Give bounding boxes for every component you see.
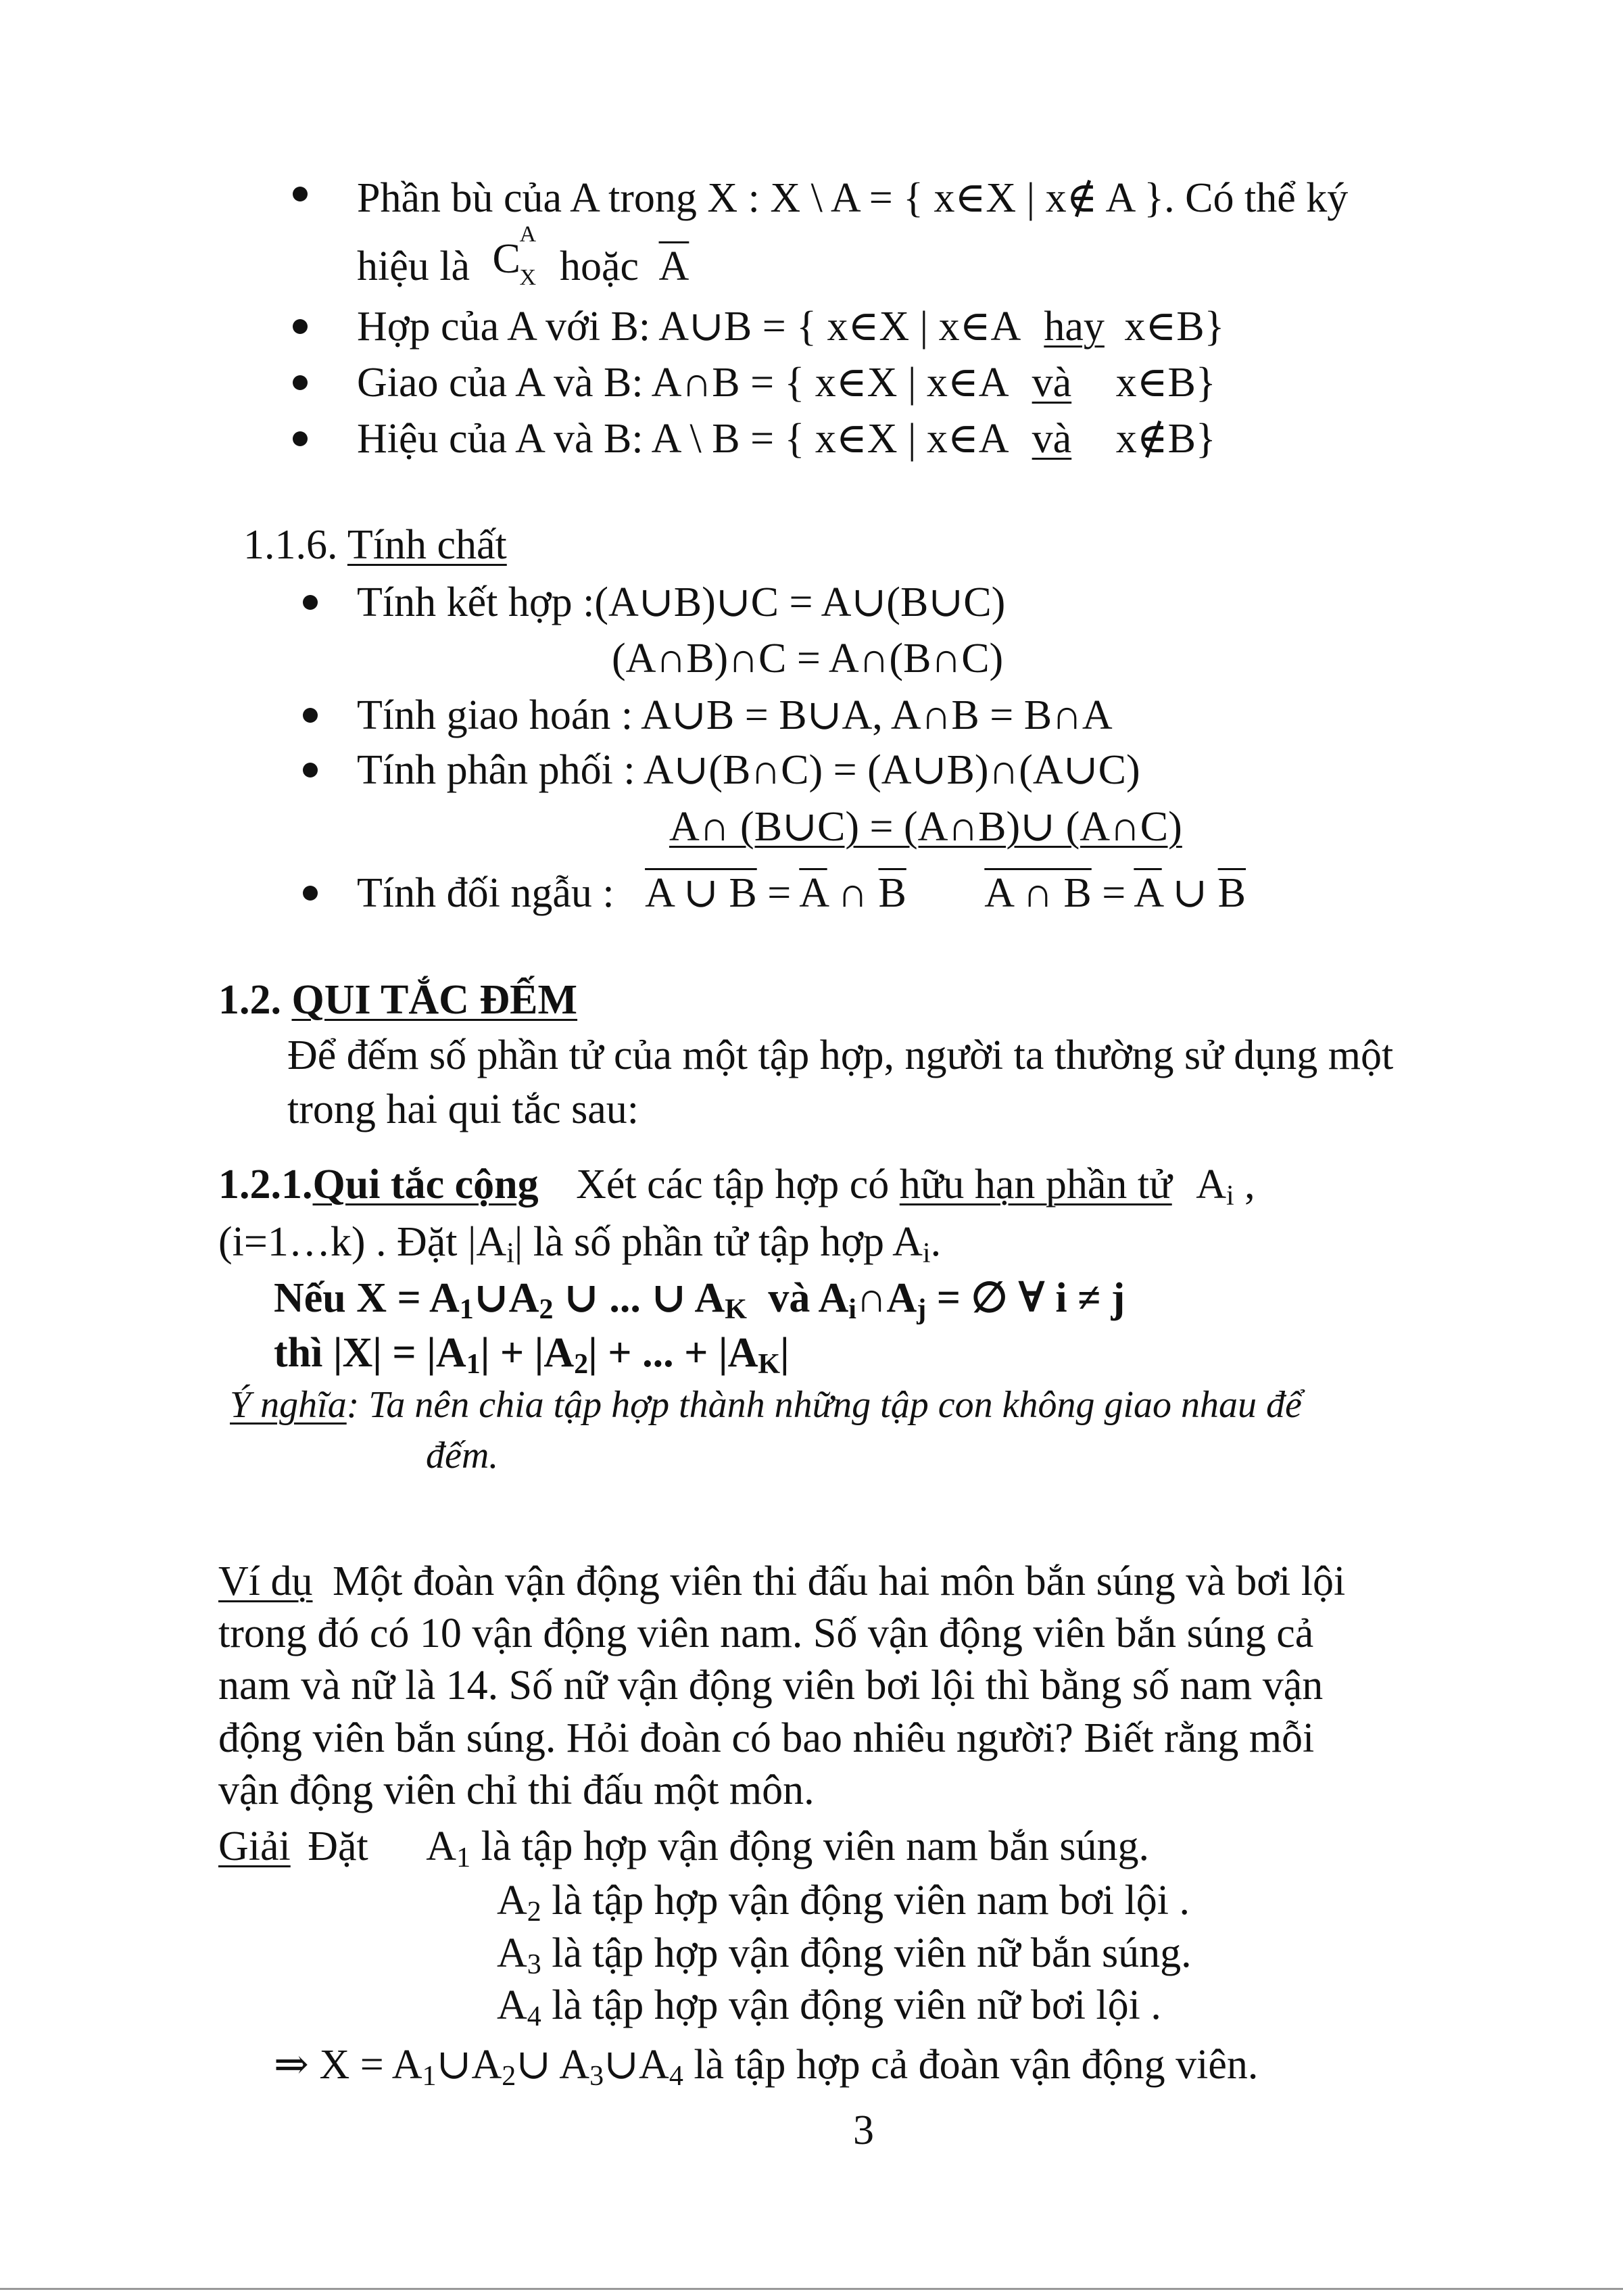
section-title: QUI TẮC ĐẾM <box>291 977 578 1023</box>
then-part: | <box>780 1330 790 1376</box>
bullet <box>303 763 318 778</box>
bullet <box>293 319 308 334</box>
then-part: thì |X| = |A <box>274 1330 466 1376</box>
set-a1-text: là tập hợp vận động viên nam bắn súng. <box>470 1823 1149 1869</box>
section-12-intro-1: Để đếm số phần tử của một tập hợp, người ta thường sử dụng một <box>287 1032 1394 1078</box>
example-line-2: trong đó có 10 vận động viên nam. Số vận động viên bắn súng cả <box>218 1610 1314 1656</box>
meaning-line-1 <box>230 1386 1302 1424</box>
conclusion-sub: 3 <box>589 2061 604 2092</box>
section-12-heading <box>218 979 577 1021</box>
complement-bar-a: $\overline{A}$ <box>658 243 689 289</box>
conclusion-part: ∪A <box>436 2042 502 2088</box>
demorgan-2-eq: = <box>1102 870 1126 916</box>
demorgan-2-a: $\overline{A}$ <box>1134 870 1162 916</box>
conclusion-part: ∪A <box>604 2042 669 2088</box>
meaning-text: : Ta nên chia tập hợp thành những tập con không giao nhau để <box>346 1384 1302 1426</box>
conclusion-sub: 2 <box>502 2061 516 2092</box>
set-a4-sub: 4 <box>527 2001 541 2032</box>
complement-text: Phần bù của A trong X : X \ A = { x∈X | x∉ A }. Có thể ký <box>357 175 1349 221</box>
rule-text-3: | là số phần tử tập hợp A <box>514 1219 923 1265</box>
set-a1: A <box>426 1823 457 1869</box>
conclusion-part: là tập hợp cả đoàn vận động viên. <box>683 2042 1259 2088</box>
example-line-1 <box>218 1560 1345 1602</box>
intersection-keyword: và <box>1032 360 1072 406</box>
difference-text: Hiệu của A và B: A \ B = { x∈X | x∈A <box>357 416 1007 462</box>
then-sub: 1 <box>466 1349 481 1380</box>
section-number: 1.2.1. <box>218 1162 313 1207</box>
set-a4: A <box>497 1982 527 2028</box>
union-keyword: hay <box>1044 304 1105 350</box>
bullet <box>303 595 318 610</box>
set-a3: A <box>497 1930 527 1976</box>
solution-line-2 <box>497 1878 1190 1928</box>
set-a3-sub: 3 <box>527 1949 541 1980</box>
demorgan-2-lhs: A ∩ B <box>984 870 1092 916</box>
bullet <box>303 886 318 901</box>
difference-line <box>357 418 1216 460</box>
union-line <box>357 306 1224 348</box>
section-title: Tính chất <box>347 522 507 568</box>
conclusion-part: ⇒ X = A <box>274 2042 422 2088</box>
conclusion-sub: 4 <box>669 2061 683 2092</box>
example-text: Một đoàn vận động viên thi đấu hai môn bắn súng và bơi lội <box>333 1558 1346 1604</box>
if-part: Nếu X = A <box>274 1275 460 1321</box>
if-sub: 1 <box>459 1294 474 1325</box>
page-number: 3 <box>853 2107 874 2153</box>
solution-conclusion <box>274 2042 1259 2092</box>
distributive-line-1: Tính phân phối : A∪(B∩C) = (A∪B)∩(A∪C) <box>357 747 1140 793</box>
then-part: | + |A <box>480 1330 575 1376</box>
associative-line-1: Tính kết hợp :(A∪B)∪C = A∪(B∪C) <box>357 579 1006 625</box>
rule-if-line <box>274 1275 1125 1325</box>
meaning-label: Ý nghĩa <box>230 1384 347 1426</box>
if-sub: 2 <box>539 1294 554 1325</box>
rule-text-2: (i=1…k) . Đặt |A <box>218 1219 507 1265</box>
bullet <box>293 187 308 201</box>
rule-ai-sub: i <box>1226 1180 1234 1212</box>
complement-text-2: hiệu là <box>357 243 470 289</box>
section-116-heading <box>243 524 507 566</box>
solution-dat: Đặt <box>308 1823 368 1869</box>
complement-line-2 <box>357 222 689 290</box>
if-sub: K <box>725 1294 747 1325</box>
complement-c-sub: X <box>519 265 537 290</box>
rule-comma: , <box>1244 1162 1255 1207</box>
section-121-line-1 <box>218 1162 1255 1212</box>
if-part: và A <box>768 1275 849 1321</box>
complement-c: C <box>492 236 520 282</box>
example-line-3: nam và nữ là 14. Số nữ vận động viên bơi lội thì bằng số nam vận <box>218 1663 1324 1708</box>
difference-text-end: x∉B} <box>1115 416 1216 462</box>
then-sub: K <box>758 1349 781 1380</box>
associative-line-2: (A∩B)∩C = A∩(B∩C) <box>612 636 1004 681</box>
bullet <box>293 375 308 390</box>
set-a2: A <box>497 1878 527 1923</box>
demorgan-2-b: $\overline{B}$ <box>1217 870 1246 916</box>
solution-line-1 <box>218 1823 1149 1873</box>
complement-symbol <box>492 222 537 290</box>
set-a1-sub: 1 <box>456 1842 471 1873</box>
if-part: ∪ ... ∪ A <box>563 1275 725 1321</box>
commutative-line: Tính giao hoán : A∪B = B∪A, A∩B = B∩A <box>357 692 1113 738</box>
set-a3-text: là tập hợp vận động viên nữ bắn súng. <box>541 1930 1192 1976</box>
intersection-text: Giao của A và B: A∩B = { x∈X | x∈A <box>357 360 1007 406</box>
meaning-line-2: đếm. <box>426 1435 499 1477</box>
solution-line-3 <box>497 1930 1192 1980</box>
rule-sub-2: i <box>922 1238 931 1269</box>
demorgan-1-a: $\overline{A}$ <box>799 870 827 916</box>
rule-sub: i <box>506 1238 514 1269</box>
section-12-intro-2: trong hai qui tắc sau: <box>287 1086 639 1132</box>
page-bottom-edge <box>0 2288 1623 2290</box>
if-part: ∪A <box>473 1275 539 1321</box>
example-line-4: động viên bắn súng. Hỏi đoàn có bao nhiêu người? Biết rằng mỗi <box>218 1715 1315 1761</box>
demorgan-label: Tính đối ngẫu : <box>357 870 614 916</box>
intersection-line <box>357 362 1216 404</box>
bullet <box>293 431 308 446</box>
intersection-text-end: x∈B} <box>1115 360 1216 406</box>
demorgan-1-lhs: A ∪ B <box>645 870 757 916</box>
demorgan-line <box>357 872 1246 914</box>
section-number: 1.2. <box>218 977 281 1023</box>
conclusion-part: ∪ A <box>516 2042 590 2088</box>
rule-underlined: hữu hạn phần tử <box>899 1162 1172 1207</box>
if-part: ∩A <box>856 1275 917 1321</box>
section-121-line-2 <box>218 1219 942 1269</box>
difference-keyword: và <box>1032 416 1072 462</box>
set-a2-text: là tập hợp vận động viên nam bơi lội . <box>541 1878 1190 1923</box>
rule-then-line <box>274 1330 790 1380</box>
demorgan-1-eq: = <box>767 870 792 916</box>
bullet <box>303 708 318 723</box>
complement-or: hoặc <box>560 243 639 289</box>
complement-c-sup: A <box>519 222 537 247</box>
rule-text: Xét các tập hợp có <box>576 1162 890 1207</box>
rule-ai: A <box>1196 1162 1226 1207</box>
demorgan-1-op: ∩ <box>838 870 868 916</box>
set-a2-sub: 2 <box>527 1896 541 1928</box>
then-sub: 2 <box>574 1349 589 1380</box>
union-text-end: x∈B} <box>1124 304 1225 350</box>
if-part: = ∅ ∀ i ≠ j <box>936 1275 1125 1321</box>
solution-line-4 <box>497 1982 1161 2032</box>
then-part: | + ... + |A <box>588 1330 758 1376</box>
example-label: Ví dụ <box>218 1558 313 1604</box>
section-title: Qui tắc cộng <box>312 1162 539 1207</box>
section-number: 1.1.6. <box>243 522 338 568</box>
conclusion-sub: 1 <box>422 2061 437 2092</box>
rule-dot: . <box>930 1219 942 1265</box>
union-text: Hợp của A với B: A∪B = { x∈X | x∈A <box>357 304 1019 350</box>
if-sub: j <box>917 1294 927 1325</box>
demorgan-2-op: ∪ <box>1172 870 1208 916</box>
if-sub: i <box>848 1294 856 1325</box>
distributive-line-2 <box>669 806 1182 848</box>
complement-line-1 <box>357 177 1348 219</box>
distributive-text-2: A∩ (B∪C) = (A∩B)∪ (A∩C) <box>669 804 1182 850</box>
set-a4-text: là tập hợp vận động viên nữ bơi lội . <box>541 1982 1161 2028</box>
example-line-5: vận động viên chỉ thi đấu một môn. <box>218 1767 815 1813</box>
solution-label: Giải <box>218 1823 291 1869</box>
demorgan-1-b: $\overline{B}$ <box>878 870 906 916</box>
